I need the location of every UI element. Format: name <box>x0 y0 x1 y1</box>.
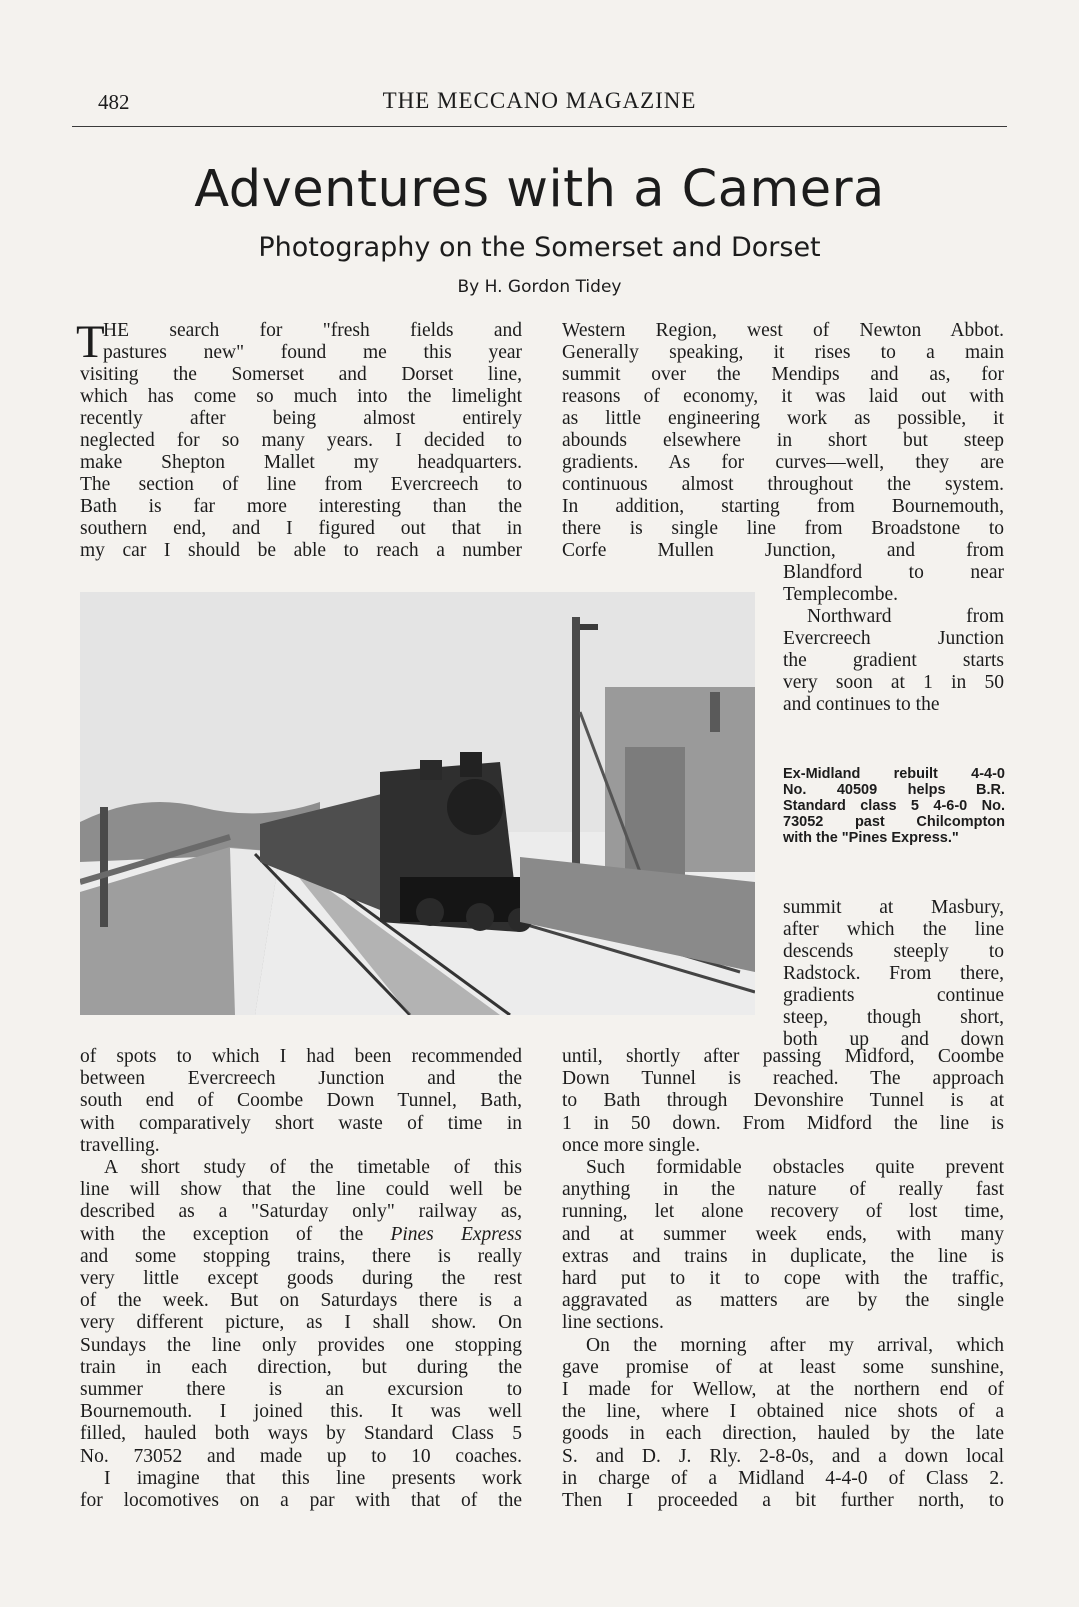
header-rule <box>72 126 1007 127</box>
text-line: Corfe Mullen Junction, and from <box>562 540 1004 561</box>
text-line: descends steeply to <box>783 941 1004 962</box>
text-line: summit at Masbury, <box>783 897 1004 918</box>
text-line: with the exception of the Pines Express <box>80 1223 522 1245</box>
text-line: Such formidable obstacles quite prevent <box>586 1157 1004 1178</box>
text-line: and continues to the <box>783 694 940 715</box>
text-line: visiting the Somerset and Dorset line, <box>80 364 522 385</box>
text-line: neglected for so many years. I decided to <box>80 430 522 451</box>
text-line: goods in each direction, hauled by the late <box>562 1423 1004 1445</box>
text-line: my car I should be able to reach a number <box>80 540 522 561</box>
text-line: Generally speaking, it rises to a main <box>562 342 1004 363</box>
text-line: southern end, and I figured out that in <box>80 518 522 539</box>
caption-line: with the "Pines Express." <box>783 830 959 846</box>
text-line: Western Region, west of Newton Abbot. <box>562 320 1004 341</box>
text-line: for locomotives on a par with that of the <box>80 1490 522 1511</box>
text-line: very different picture, as I shall show. On <box>80 1312 522 1334</box>
text-line: I imagine that this line presents work <box>104 1467 522 1489</box>
text-line: once more single. <box>562 1134 701 1156</box>
article-byline: By H. Gordon Tidey <box>457 277 622 297</box>
text-line: hard put to it to cope with the traffic, <box>562 1268 1004 1289</box>
text-line: as little engineering work as possible, it <box>562 408 1004 429</box>
text-line: with comparatively short waste of time in <box>80 1112 522 1134</box>
article-title: Adventures with a Camera <box>194 160 885 219</box>
caption-line: 73052 past Chilcompton <box>783 814 1005 830</box>
article-subtitle: Photography on the Somerset and Dorset <box>258 232 821 263</box>
text-line: On the morning after my arrival, which <box>586 1334 1004 1356</box>
text-line: Down Tunnel is reached. The approach <box>562 1068 1004 1090</box>
train-photograph <box>80 592 755 1015</box>
page-number: 482 <box>98 90 130 114</box>
text-line: line sections. <box>562 1312 664 1334</box>
text-line: of spots to which I had been recommended <box>80 1046 522 1067</box>
text-line: train in each direction, but during the <box>80 1356 522 1378</box>
caption-line: No. 40509 helps B.R. <box>783 782 1005 798</box>
text-line: south end of Coombe Down Tunnel, Bath, <box>80 1090 522 1112</box>
text-line: Sundays the line only provides one stopping <box>80 1334 522 1356</box>
text-line: gradients continue <box>783 985 1004 1006</box>
photo-caption <box>783 766 1005 846</box>
text-line: travelling. <box>80 1134 160 1156</box>
text-line: which has come so much into the limelight <box>80 386 522 407</box>
text-line: make Shepton Mallet my headquarters. <box>80 452 522 473</box>
text-line: In addition, starting from Bournemouth, <box>562 496 1004 517</box>
text-line: Evercreech Junction <box>783 628 1004 649</box>
text-line: summer there is an excursion to <box>80 1379 522 1400</box>
text-line: 1 in 50 down. From Midford the line is <box>562 1112 1004 1134</box>
text-line: running, let alone recovery of lost time, <box>562 1201 1004 1223</box>
text-line: recently after being almost entirely <box>80 408 522 429</box>
text-line: to Bath through Devonshire Tunnel is at <box>562 1090 1004 1112</box>
drop-cap: T <box>76 316 105 368</box>
text-line: between Evercreech Junction and the <box>80 1068 522 1090</box>
text-line: Then I proceeded a bit further north, to <box>562 1490 1004 1511</box>
text-line: gradients. As for curves—well, they are <box>562 452 1004 473</box>
text-line: Bournemouth. I joined this. It was well <box>80 1401 522 1423</box>
text-line: gave promise of at least some sunshine, <box>562 1356 1004 1378</box>
text-line: of the week. But on Saturdays there is a <box>80 1290 522 1312</box>
text-line: and some stopping trains, there is really <box>80 1245 522 1267</box>
text-line: No. 73052 and made up to 10 coaches. <box>80 1445 522 1467</box>
italic-train-name: Pines Express <box>390 1223 522 1245</box>
text-line: in charge of a Midland 4-4-0 of Class 2. <box>562 1467 1004 1489</box>
text-line: Northward from <box>807 606 1004 627</box>
text-line: Bath is far more interesting than the <box>80 496 522 517</box>
text-line: the gradient starts <box>783 650 1004 671</box>
text-line: continuous almost throughout the system. <box>562 474 1004 495</box>
text-line: reasons of economy, it was laid out with <box>562 386 1004 407</box>
text-line: extras and trains in duplicate, the line is <box>562 1245 1004 1267</box>
text-line: very little except goods during the rest <box>80 1268 522 1289</box>
text-line: abounds elsewhere in short but steep <box>562 430 1004 451</box>
text-line: Blandford to near <box>783 562 1004 583</box>
magazine-title: THE MECCANO MAGAZINE <box>382 88 697 113</box>
text-line: Templecombe. <box>783 584 899 605</box>
text-line: after which the line <box>783 919 1004 940</box>
text-line: there is single line from Broadstone to <box>562 518 1004 539</box>
text-line: both up and down <box>783 1029 1004 1050</box>
text-line: A short study of the timetable of this <box>104 1157 522 1178</box>
text-line: described as a "Saturday only" railway as, <box>80 1201 522 1223</box>
train-photo-illustration <box>80 592 755 1015</box>
text-line: aggravated as matters are by the single <box>562 1290 1004 1312</box>
text-line: The section of line from Evercreech to <box>80 474 522 495</box>
text-line: very soon at 1 in 50 <box>783 672 1004 693</box>
caption-line: Standard class 5 4-6-0 No. <box>783 798 1005 814</box>
text-line: the line, where I obtained nice shots of a <box>562 1401 1004 1423</box>
text-line: I made for Wellow, at the northern end of <box>562 1379 1004 1400</box>
text-line: filled, hauled both ways by Standard Class 5 <box>80 1423 522 1445</box>
text-line: summit over the Mendips and as, for <box>562 364 1004 385</box>
text-line: until, shortly after passing Midford, Coombe <box>562 1046 1004 1067</box>
text-line: Radstock. From there, <box>783 963 1004 984</box>
text-line: and at summer week ends, with many <box>562 1223 1004 1245</box>
text-line: S. and D. J. Rly. 2-8-0s, and a down local <box>562 1445 1004 1467</box>
text-line: steep, though short, <box>783 1007 1004 1028</box>
caption-line: Ex-Midland rebuilt 4-4-0 <box>783 766 1005 782</box>
text-line: line will show that the line could well be <box>80 1179 522 1201</box>
text-line: anything in the nature of really fast <box>562 1179 1004 1201</box>
text-line: HE search for "fresh fields and <box>103 320 522 341</box>
text-line: pastures new" found me this year <box>103 342 522 363</box>
